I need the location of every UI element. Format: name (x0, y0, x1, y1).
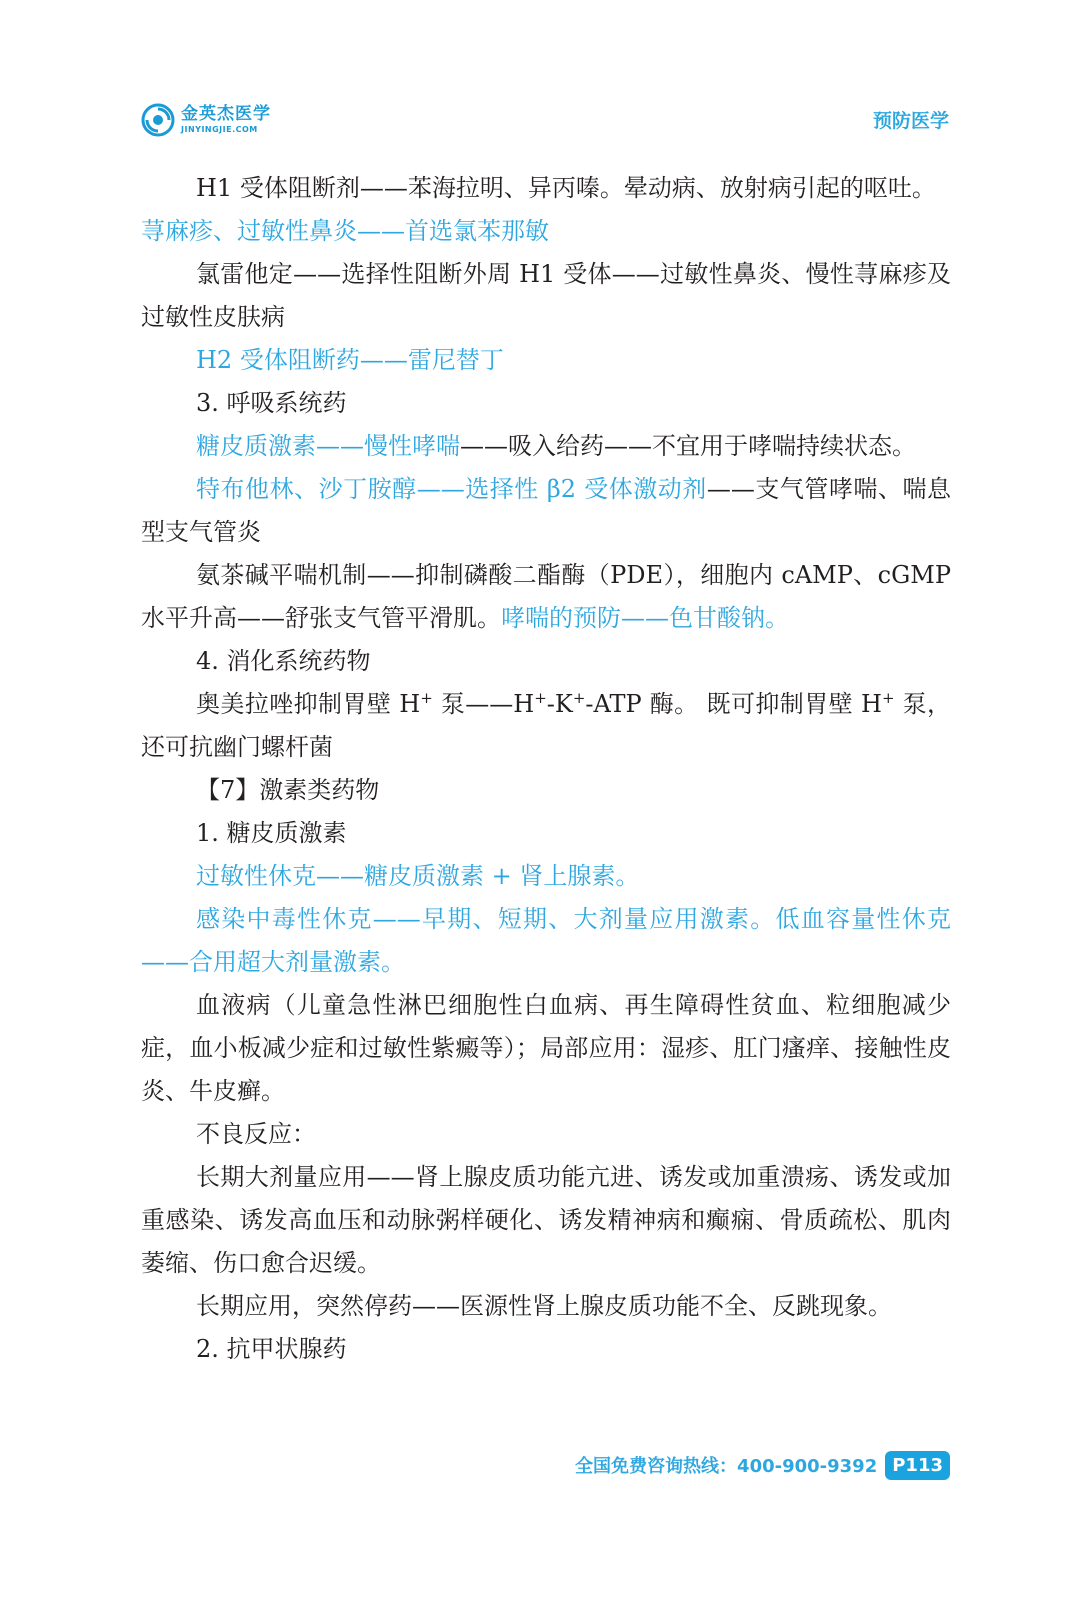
blood-disease-paragraph: 血液病（儿童急性淋巴细胞性白血病、再生障碍性贫血、粒细胞减少症，血小板减少症和过敏性紫癜等）；局部应用：湿疹、肛门瘙痒、接触性皮炎、牛皮癣。 (141, 991, 951, 1105)
body-text: ——吸入给药——不宜用于哮喘持续状态。 (460, 432, 916, 460)
terbutaline-paragraph (141, 468, 951, 554)
omeprazole-paragraph (141, 683, 951, 769)
body-text: ——支气管哮喘、喘息型支气管炎 (141, 475, 951, 546)
h1-blockers-paragraph: H1 受体阻断剂——苯海拉明、异丙嗪。晕动病、放射病引起的呕吐。 (196, 174, 936, 202)
glucocorticoid-heading: 1. 糖皮质激素 (196, 819, 347, 847)
logo-swirl-icon (141, 103, 175, 137)
body-text: 奥美拉唑抑制胃壁 H (196, 690, 421, 718)
anaphylactic-shock-paragraph: 过敏性休克——糖皮质激素 + 肾上腺素。 (196, 862, 640, 890)
body-text: 泵，还可抗幽门螺杆菌 (141, 690, 951, 761)
body-text: 氨茶碱平喘机制——抑制磷酸二酯酶（PDE），细胞内 cAMP、cGMP 水平升高——舒张支气管平滑肌。 (141, 561, 951, 632)
section-title: 预防医学 (872, 110, 949, 132)
logo-chinese-name: 金英杰医学 (181, 104, 271, 124)
loratadine-paragraph: 氯雷他定——选择性阻断外周 H1 受体——过敏性鼻炎、慢性荨麻疹及过敏性皮肤病 (141, 260, 951, 331)
digestive-heading: 4. 消化系统药物 (196, 647, 371, 675)
logo-domain: JINYINGJIE.COM (181, 125, 258, 134)
long-term-use-paragraph: 长期大剂量应用——肾上腺皮质功能亢进、诱发或加重溃疡、诱发或加重感染、诱发高血压和动脉粥样硬化、诱发精神病和癫痫、骨质疏松、肌肉萎缩、伤口愈合迟缓。 (141, 1163, 951, 1277)
brand-logo (141, 100, 271, 140)
h2-blockers-paragraph: H2 受体阻断药——雷尼替丁 (196, 346, 504, 374)
page-body (141, 167, 951, 1371)
adverse-reactions-heading: 不良反应： (196, 1120, 316, 1148)
highlight-text: 哮喘的预防——色甘酸钠。 (501, 604, 789, 632)
antithyroid-heading: 2. 抗甲状腺药 (196, 1335, 347, 1363)
hotline-text: 全国免费咨询热线：400-900-9392 (575, 1456, 878, 1477)
body-text: 泵——H (432, 690, 535, 718)
septic-shock-paragraph: 感染中毒性休克——早期、短期、大剂量应用激素。低血容量性休克——合用超大剂量激素。 (141, 905, 951, 976)
page-header (141, 100, 949, 140)
urticaria-paragraph: 荨麻疹、过敏性鼻炎——首选氯苯那敏 (141, 217, 549, 245)
superscript: + (881, 689, 895, 707)
highlight-text: 糖皮质激素——慢性哮喘 (196, 432, 460, 460)
page-number-badge: P113 (885, 1451, 950, 1480)
withdrawal-paragraph: 长期应用，突然停药——医源性肾上腺皮质功能不全、反跳现象。 (196, 1292, 892, 1320)
aminophylline-paragraph (141, 554, 951, 640)
superscript: + (572, 689, 586, 707)
superscript: + (420, 689, 433, 707)
body-text: -ATP 酶。 既可抑制胃壁 H (585, 690, 882, 718)
highlight-text: 特布他林、沙丁胺醇——选择性 β2 受体激动剂 (196, 475, 707, 503)
superscript: + (534, 689, 547, 707)
glucocorticoid-asthma-paragraph (141, 425, 951, 468)
hormone-section-heading: 【7】激素类药物 (196, 776, 380, 804)
page-footer (540, 1447, 950, 1483)
respiratory-heading: 3. 呼吸系统药 (196, 389, 347, 417)
body-text: -K (546, 690, 573, 718)
